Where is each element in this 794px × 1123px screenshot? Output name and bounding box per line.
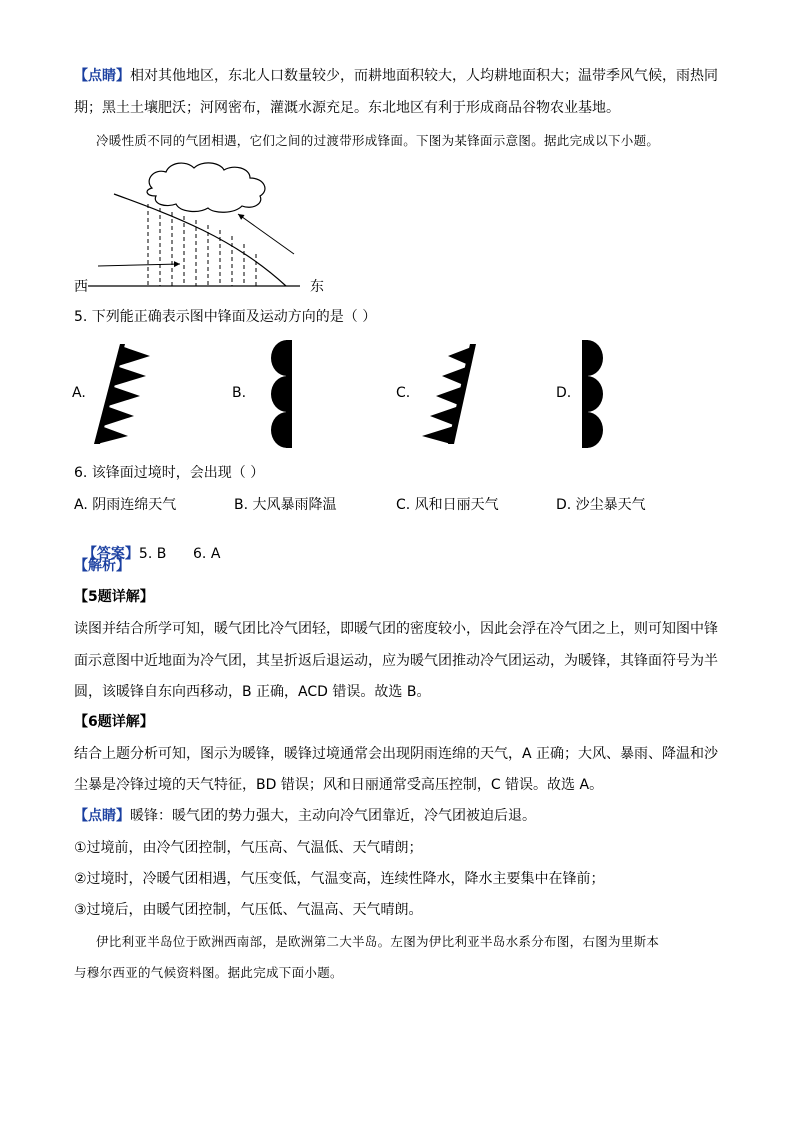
analysis-heading: 【解析】: [74, 558, 130, 574]
dianjing2-item-3: ③过境后，由暖气团控制，气压低、气温高、天气晴朗。: [74, 902, 423, 918]
cold-front-symbol-right-icon: [94, 340, 158, 446]
warm-front-symbol-left-icon: [256, 340, 296, 448]
dianjing2-item-2: ②过境时，冷暖气团相遇，气压变低，气温变高，连续性降水，降水主要集中在锋前；: [74, 871, 605, 887]
answer-tag: 【答案】: [82, 546, 139, 562]
intro-text-1: 冷暖性质不同的气团相遇，它们之间的过渡带形成锋面。下图为某锋面示意图。据此完成以下小题。: [96, 133, 660, 148]
dianjing-tag: 【点睛】: [74, 68, 130, 84]
dianjing-text-1: 相对其他地区，东北人口数量较少，而耕地面积较大，人均耕地面积大；温带季风气候，雨热同: [130, 68, 718, 84]
label-east: 东: [310, 279, 324, 295]
detail5-line-3: 圆，该暖锋自东向西移动，B 正确，ACD 错误。故选 B。: [74, 684, 431, 700]
intro2-line-2: 与穆尔西亚的气候资料图。据此完成下面小题。: [74, 965, 343, 980]
dianjing-line-1: [74, 66, 718, 86]
q5-option-b-letter: B.: [232, 385, 247, 401]
rain-dashes: [148, 204, 256, 286]
cloud-shape: [147, 163, 265, 212]
q5-option-c-letter: C.: [396, 385, 411, 401]
dianjing2-line: [74, 806, 536, 826]
detail6-line-1: 结合上题分析可知，图示为暖锋，暖锋过境通常会出现阴雨连绵的天气，A 正确；大风、暴雨、降温和沙: [74, 746, 719, 762]
detail6-title: 【6题详解】: [74, 714, 154, 730]
warm-air-arrow: [238, 214, 294, 254]
warm-front-symbol-right-icon: [578, 340, 618, 448]
detail6-line-2: 尘暴是冷锋过境的天气特征，BD 错误；风和日丽通常受高压控制，C 错误。故选 A。: [74, 777, 604, 793]
q6-stem: 6. 该锋面过境时，会出现（ ）: [74, 465, 265, 481]
detail5-line-2: 面示意图中近地面为冷气团，其呈折返后退运动，应为暖气团推动冷气团运动，为暖锋，其锋面符号为半: [74, 653, 718, 669]
q6-choice-a: A. 阴雨连绵天气: [74, 497, 177, 513]
q5-stem: 5. 下列能正确表示图中锋面及运动方向的是（ ）: [74, 309, 377, 325]
dianjing-line-2: 期；黑土土壤肥沃；河网密布，灌溉水源充足。东北地区有利于形成商品谷物农业基地。: [74, 100, 620, 116]
answer-text: 5. B 6. A: [138, 546, 221, 562]
q5-option-d-letter: D.: [556, 385, 572, 401]
dianjing2-tag: 【点睛】: [74, 808, 130, 824]
detail5-line-1: 读图并结合所学可知，暖气团比冷气团轻，即暖气团的密度较小，因此会浮在冷气团之上，则可知图中锋: [74, 621, 718, 637]
q5-option-a-letter: A.: [72, 385, 86, 401]
cold-air-arrow: [98, 264, 180, 266]
cold-front-symbol-left-icon: [418, 340, 482, 446]
label-west: 西: [74, 279, 88, 295]
dianjing2-item-1: ①过境前，由冷气团控制，气压高、气温低、天气晴朗；: [74, 840, 423, 856]
detail5-title: 【5题详解】: [74, 589, 154, 605]
front-diagram: [74, 158, 334, 296]
q6-choice-b: B. 大风暴雨降温: [234, 497, 337, 513]
intro2-line-1: 伊比利亚半岛位于欧洲西南部，是欧洲第二大半岛。左图为伊比利亚半岛水系分布图，右图为里斯本: [96, 934, 660, 949]
dianjing2-text: 暖锋：暖气团的势力强大，主动向冷气团靠近，冷气团被迫后退。: [130, 808, 536, 824]
q6-choice-c: C. 风和日丽天气: [396, 497, 499, 513]
q6-choice-d: D. 沙尘暴天气: [556, 497, 646, 513]
